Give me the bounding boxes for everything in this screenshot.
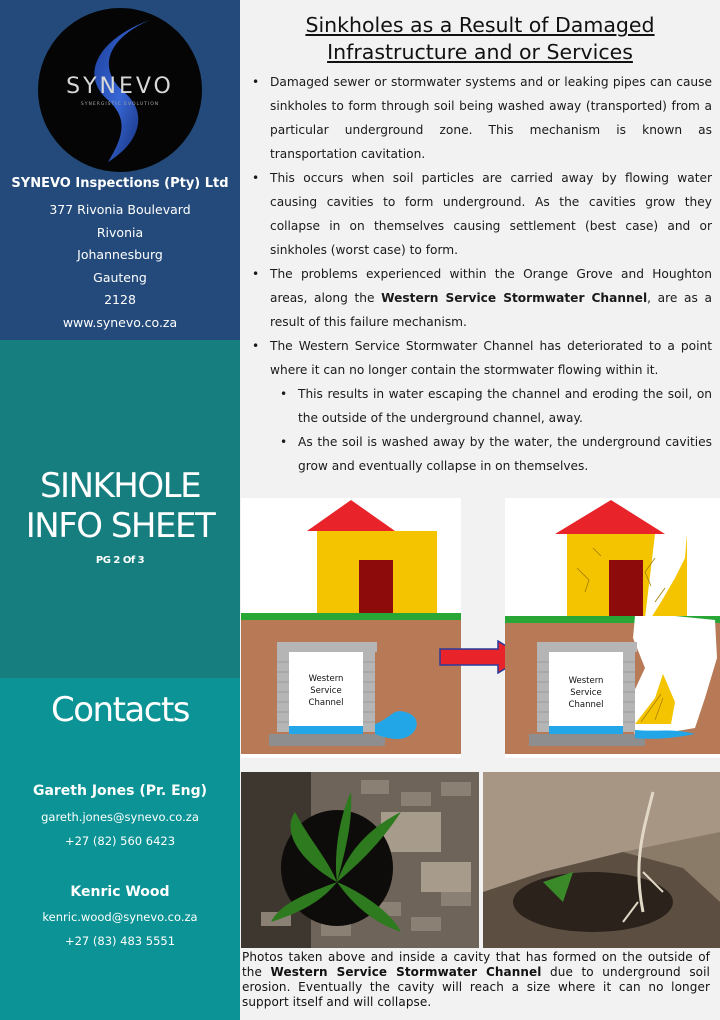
channel-label-line: Channel (568, 700, 604, 710)
contact-name: Kenric Wood (70, 884, 170, 900)
channel-label-line: Western (568, 676, 604, 686)
channel-name: Western Service Stormwater Channel (381, 291, 648, 305)
sub-bullet-item: • As the soil is washed away by the water, the underground cavities grow and eventually collapse in on themselves. (278, 430, 712, 478)
sheet-title-line2: INFO SHEET (25, 506, 215, 546)
page-heading (240, 12, 720, 66)
page-number: PG 2 Of 3 (95, 555, 145, 566)
heading-line2: Infrastructure and or Services (327, 40, 633, 64)
contact-name: Gareth Jones (Pr. Eng) (32, 783, 208, 799)
sheet-title-line1: SINKHOLE (39, 466, 201, 506)
photo-strip (240, 772, 720, 948)
bullet-list (250, 70, 712, 478)
bullet-text: The problems experienced within the Orange Grove and Houghton areas, along the (270, 267, 712, 305)
contact-phone[interactable]: +27 (83) 483 5551 (64, 934, 176, 948)
channel-name: Western Service Stormwater Channel (270, 965, 542, 979)
cavity-interior-photo (483, 772, 720, 948)
contact-email[interactable]: gareth.jones@synevo.co.za (41, 810, 199, 824)
address-suburb: Rivonia (96, 224, 144, 240)
channel-label (289, 673, 363, 709)
sub-bullet-item: • This results in water escaping the channel and eroding the soil, on the outside of the underground channel, away. (278, 382, 712, 430)
sinkhole-surface-photo (241, 772, 479, 948)
logo-tagline: SYNERGISTIC EVOLUTION (80, 102, 160, 107)
heading-line1: Sinkholes as a Result of Damaged (305, 13, 655, 37)
address-province: Gauteng (93, 269, 147, 285)
company-name: SYNEVO Inspections (Pty) Ltd (11, 176, 229, 191)
photo-caption (242, 950, 710, 1010)
channel-label-line: Service (310, 686, 342, 696)
bullet-item: • This occurs when soil particles are carried away by flowing water causing cavities to form underground. As the cavities grow they collapse in on themselves causing settlement (best case) and or sinkholes (worst case) to form. (250, 166, 712, 262)
sidebar (0, 0, 240, 1020)
contact-email[interactable]: kenric.wood@synevo.co.za (42, 910, 198, 924)
diagram-before (241, 498, 461, 758)
contact-phone[interactable]: +27 (82) 560 6423 (64, 834, 176, 848)
bullet-item: • The Western Service Stormwater Channel has deteriorated to a point where it can no longer contain the stormwater flowing within it. (250, 334, 712, 382)
address-postcode: 2128 (104, 292, 136, 308)
channel-label-line: Western (308, 674, 344, 684)
company-panel (0, 0, 240, 340)
channel-label-line: Channel (308, 698, 344, 708)
main-content (240, 0, 720, 1020)
synevo-logo (38, 8, 202, 172)
address-street: 377 Rivonia Boulevard (49, 202, 191, 217)
caption-text: Photos taken above and inside a cavity that has formed on the outside of the (242, 950, 710, 979)
channel-label (549, 675, 623, 711)
logo-text: SYNEVO (66, 74, 174, 99)
website-link[interactable]: www.synevo.co.za (62, 314, 178, 330)
caption-text: due to underground soil erosion. Eventually the cavity will reach a size where it can no longer support itself and will collapse. (242, 965, 710, 1009)
address-city: Johannesburg (77, 247, 163, 263)
channel-label-line: Service (570, 688, 602, 698)
bullet-text: , are as a result of this failure mechanism. (270, 291, 712, 329)
company-address (0, 199, 240, 335)
contacts-heading: Contacts (51, 690, 189, 730)
sheet-title (0, 466, 240, 546)
bullet-item (250, 262, 712, 334)
bullet-item: • Damaged sewer or stormwater systems and or leaking pipes can cause sinkholes to form through soil being washed away (transported) from a particular underground zone. This mechanism is known as transportation cavitation. (250, 70, 712, 166)
diagram-after (505, 498, 720, 758)
